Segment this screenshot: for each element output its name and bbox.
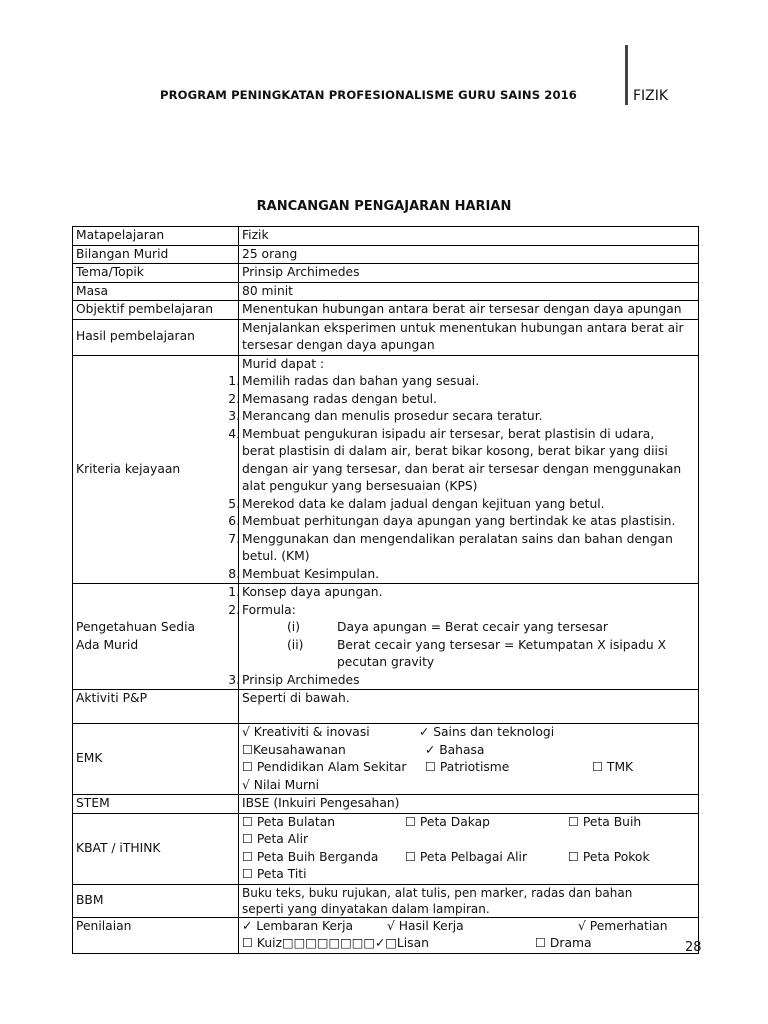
value-stem: IBSE (Inkuiri Pengesahan): [239, 795, 699, 814]
label-bilangan-murid: Bilangan Murid: [73, 245, 239, 264]
pengetahuan-item-2-text: Formula:: [242, 602, 296, 617]
value-kbat: [239, 813, 699, 884]
kbat-peta-alir: ☐ Peta Alir: [242, 832, 309, 846]
row-hasil: [73, 319, 699, 355]
kriteria-item-number: 1.: [228, 374, 240, 388]
bbm-line-2: seperti yang dinyatakan dalam lampiran.: [242, 901, 490, 916]
kbat-line-2: [242, 831, 695, 849]
value-tema: Prinsip Archimedes: [239, 264, 699, 283]
label-kriteria-text: Kriteria kejayaan: [76, 461, 181, 476]
penilaian-hasil-kerja: √ Hasil Kerja: [387, 918, 464, 933]
kriteria-item-text: berat plastisin di dalam air, berat bikar kosong, berat bikar yang diisi: [242, 444, 668, 458]
emk-nilai-murni: √ Nilai Murni: [242, 777, 320, 792]
emk-sains-teknologi: ✓ Sains dan teknologi: [419, 725, 555, 739]
value-penilaian: [239, 917, 699, 953]
kbat-line-3: [242, 849, 695, 867]
lesson-plan-table: [72, 226, 699, 954]
kriteria-item-text: Merekod data ke dalam jadual dengan kejituan yang betul.: [242, 496, 605, 511]
value-objektif: Menentukan hubungan antara berat air tersesar dengan daya apungan: [239, 301, 699, 320]
label-emk: EMK: [73, 724, 239, 795]
kbat-peta-pelbagai-alir: ☐ Peta Pelbagai Alir: [405, 849, 528, 864]
kbat-peta-dakap: ☐ Peta Dakap: [405, 814, 490, 829]
page-number: 28: [685, 940, 702, 955]
label-tema: Tema/Topik: [73, 264, 239, 283]
hasil-line-2: tersesar dengan daya apungan: [242, 338, 435, 352]
penilaian-lembaran-kerja: ✓ Lembaran Kerja: [242, 918, 354, 933]
penilaian-kuiz-lisan: ☐ Kuiz□□□□□□□□✓□Lisan: [242, 936, 429, 950]
pengetahuan-sub-2: [242, 637, 695, 655]
kriteria-item-text: Menggunakan dan mengendalikan peralatan sains dan bahan dengan: [242, 531, 673, 546]
kriteria-item: [228, 496, 695, 514]
label-pengetahuan-line-1: Pengetahuan Sedia: [76, 620, 196, 634]
emk-kreativiti: √ Kreativiti & inovasi: [242, 725, 370, 739]
label-objektif: Objektif pembelajaran: [73, 301, 239, 320]
row-masa: [73, 282, 699, 301]
label-pengetahuan-line-2: Ada Murid: [76, 637, 139, 652]
value-kriteria: [228, 355, 699, 584]
pengetahuan-item-1-number: 1.: [228, 585, 240, 599]
row-matapelajaran: [73, 227, 699, 246]
kriteria-item-text: Merancang dan menulis prosedur secara teratur.: [242, 409, 543, 423]
kbat-line-1: [242, 814, 695, 832]
penilaian-line-1: [242, 918, 695, 936]
kbat-peta-buih-berganda: ☐ Peta Buih Berganda: [242, 849, 379, 864]
emk-patriotisme: ☐ Patriotisme: [425, 760, 510, 774]
pengetahuan-item-2: [228, 602, 695, 620]
row-aktiviti: [73, 690, 699, 724]
emk-line-3: [242, 759, 695, 777]
row-penilaian: [73, 917, 699, 953]
kriteria-item: [242, 478, 695, 496]
pengetahuan-item-3-number: 3.: [228, 672, 240, 687]
kriteria-item-text: Membuat Kesimpulan.: [242, 566, 380, 581]
kriteria-item-text: betul. (KM): [242, 549, 310, 563]
penilaian-line-2: [242, 935, 695, 953]
kriteria-item: [242, 461, 695, 479]
value-matapelajaran: Fizik: [239, 227, 699, 246]
kriteria-item: [228, 391, 695, 409]
kriteria-item: [228, 531, 695, 549]
penilaian-drama: ☐ Drama: [535, 936, 592, 950]
header-subject: FIZIK: [633, 88, 669, 104]
pengetahuan-sub-2-text-cont: pecutan gravity: [337, 655, 435, 669]
label-hasil: Hasil pembelajaran: [73, 319, 239, 355]
kriteria-item-text: Membuat pengukuran isipadu air tersesar, berat plastisin di udara,: [242, 426, 655, 441]
value-hasil: [239, 319, 699, 355]
emk-tmk: ☐ TMK: [592, 760, 634, 774]
kriteria-item: [228, 408, 695, 426]
pengetahuan-sub-1-text: Daya apungan = Berat cecair yang tersesar: [337, 620, 608, 634]
kriteria-item-text: Memilih radas dan bahan yang sesuai.: [242, 374, 480, 388]
emk-bahasa: ✓ Bahasa: [425, 742, 485, 757]
kriteria-item-number: 7.: [228, 531, 240, 546]
kriteria-intro: Murid dapat :: [242, 356, 325, 371]
label-aktiviti: Aktiviti P&P: [73, 690, 239, 724]
kriteria-item-number: 3.: [228, 409, 240, 423]
kriteria-item-number: 4.: [228, 426, 240, 441]
kriteria-item-number: 8.: [228, 566, 240, 581]
kriteria-item: [228, 566, 695, 584]
pengetahuan-sub-2-text: Berat cecair yang tersesar = Ketumpatan X isipadu X: [337, 637, 667, 652]
document-title: RANCANGAN PENGAJARAN HARIAN: [256, 199, 512, 214]
hasil-line-1: Menjalankan eksperimen untuk menentukan hubungan antara berat air: [242, 320, 684, 335]
row-kbat: [73, 813, 699, 884]
penilaian-pemerhatian: √ Pemerhatian: [578, 918, 668, 933]
pengetahuan-item-2-number: 2.: [228, 602, 240, 617]
row-bilangan-murid: [73, 245, 699, 264]
row-bbm: [73, 884, 699, 917]
label-bbm: BBM: [73, 884, 239, 917]
value-bbm: [239, 884, 699, 917]
label-stem: STEM: [73, 795, 239, 814]
emk-line-2: [242, 742, 695, 760]
emk-alam-sekitar: ☐ Pendidikan Alam Sekitar: [242, 760, 407, 774]
value-aktiviti: Seperti di bawah.: [239, 690, 699, 724]
kriteria-list: [228, 373, 695, 583]
pengetahuan-sub-2-cont: [242, 654, 695, 672]
pengetahuan-sub-1: [242, 619, 695, 637]
label-kbat: KBAT / iTHINK: [73, 813, 239, 884]
kbat-peta-pokok: ☐ Peta Pokok: [568, 849, 650, 864]
kriteria-item: [228, 513, 695, 531]
row-stem: [73, 795, 699, 814]
label-penilaian: Penilaian: [73, 917, 239, 953]
kriteria-item-text: dengan air yang tersesar, dan berat air tersesar dengan menggunakan: [242, 461, 682, 476]
kbat-peta-titi: ☐ Peta Titi: [242, 867, 307, 881]
value-emk: [239, 724, 699, 795]
emk-line-1: [242, 724, 695, 742]
value-masa: 80 minit: [239, 282, 699, 301]
row-emk: [73, 724, 699, 795]
kriteria-item: [242, 443, 695, 461]
kriteria-item-text: Memasang radas dengan betul.: [242, 391, 437, 406]
value-bilangan-murid: 25 orang: [239, 245, 699, 264]
pengetahuan-sub-1-number: (i): [287, 620, 301, 634]
kriteria-item-text: Membuat perhitungan daya apungan yang bertindak ke atas plastisin.: [242, 514, 676, 528]
pengetahuan-item-3: [228, 672, 695, 690]
value-pengetahuan: [228, 584, 699, 690]
emk-line-4: [242, 777, 695, 795]
kriteria-item-number: 5.: [228, 496, 240, 511]
label-masa: Masa: [73, 282, 239, 301]
row-objektif: [73, 301, 699, 320]
kriteria-item: [228, 373, 695, 391]
kbat-peta-bulatan: ☐ Peta Bulatan: [242, 814, 336, 829]
kriteria-item-number: 6.: [228, 514, 240, 528]
row-kriteria: [73, 355, 699, 584]
pengetahuan-sub-2-number: (ii): [287, 637, 304, 652]
kriteria-item: [228, 426, 695, 444]
pengetahuan-item-1-text: Konsep daya apungan.: [242, 585, 383, 599]
header-divider: [625, 45, 628, 105]
label-kriteria: [73, 355, 239, 584]
label-pengetahuan: [73, 584, 239, 690]
kbat-peta-buih: ☐ Peta Buih: [568, 814, 642, 829]
kbat-line-4: [242, 866, 695, 884]
emk-keusahawanan: ☐Keusahawanan: [242, 742, 346, 757]
label-matapelajaran: Matapelajaran: [73, 227, 239, 246]
row-tema: [73, 264, 699, 283]
header-program-title: PROGRAM PENINGKATAN PROFESIONALISME GURU SAINS 2016: [160, 88, 577, 102]
pengetahuan-item-3-text: Prinsip Archimedes: [242, 672, 360, 687]
kriteria-item-text: alat pengukur yang bersesuaian (KPS): [242, 479, 478, 493]
kriteria-item: [242, 548, 695, 566]
kriteria-item-number: 2.: [228, 391, 240, 406]
pengetahuan-item-1: [228, 584, 695, 602]
row-pengetahuan: [73, 584, 699, 690]
bbm-line-1: Buku teks, buku rujukan, alat tulis, pen marker, radas dan bahan: [242, 885, 633, 900]
